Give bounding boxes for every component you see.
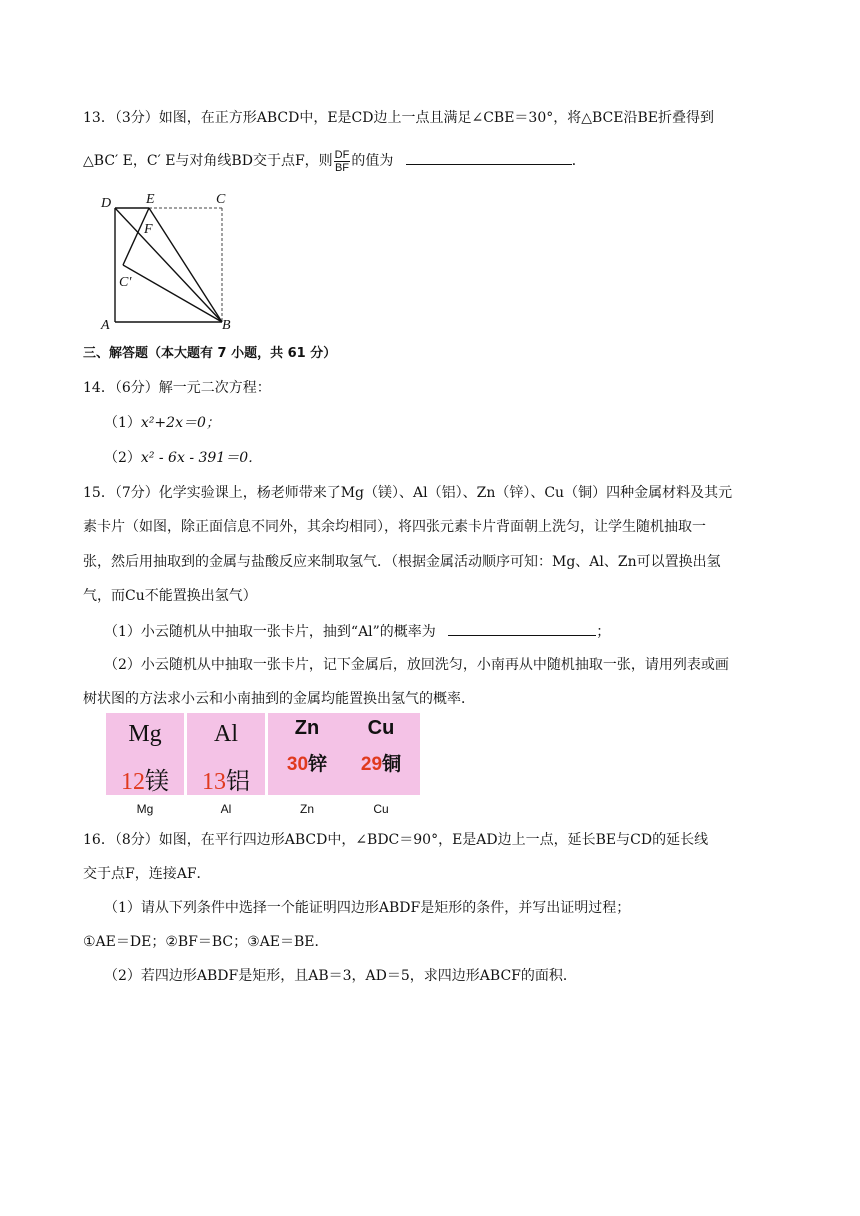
label-F: F [144, 222, 153, 237]
card-caption-zn: Zn [299, 802, 314, 816]
element-name: 铝 [226, 769, 250, 795]
q15-part1-text: （1）小云随机从中抽取一张卡片，抽到“Al”的概率为 [104, 624, 436, 640]
element-card-zn [268, 713, 346, 795]
section-heading: 三、解答题（本大题有 7 小题，共 61 分） [83, 346, 337, 361]
fraction-denominator: BF [334, 161, 350, 174]
q14-part2-equation: x² - 6x - 391＝0． [140, 450, 263, 466]
q15-part2-line1: （2）小云随机从中抽取一张卡片，记下金属后，放回洗匀，小南再从中随机抽取一张，请用列表或画 [104, 657, 729, 673]
q15-part1-end: ； [596, 624, 611, 640]
q16-options: ①AE＝DE；②BF＝BC；③AE＝BE． [83, 934, 329, 950]
label-D: D [101, 196, 112, 211]
card-symbol: Mg [128, 721, 162, 747]
q15-line4: 气，而Cu不能置换出氢气） [83, 588, 257, 604]
card-caption-mg: Mg [136, 802, 154, 816]
q16-part2: （2）若四边形ABDF是矩形，且AB＝3，AD＝5，求四边形ABCF的面积． [104, 968, 577, 984]
q15-line1: 15．（7分）化学实验课上，杨老师带来了Mg（镁）、Al（铝）、Zn（锌）、Cu（铜）四种金属材料及其元 [83, 485, 733, 501]
q13-line2-end: ． [571, 153, 586, 169]
q16-line1: 16．（8分）如图，在平行四边形ABCD中，∠BDC＝90°，E是AD边上一点，延长BE与CD的延长线 [83, 832, 709, 848]
atomic-number: 12 [121, 769, 145, 795]
q14-part2-prefix: （2） [104, 450, 141, 466]
q13-line2 [83, 147, 586, 175]
q13-line1: 13．（3分）如图，在正方形ABCD中，E是CD边上一点且满足∠CBE＝30°，将△BCE沿BE折叠得到 [83, 110, 714, 126]
q14-part1-equation: x²+2x＝0； [140, 415, 220, 431]
q14-stem: 14．（6分）解一元二次方程： [83, 380, 271, 396]
q14-part1 [104, 413, 220, 433]
element-card-mg [106, 713, 184, 795]
element-name: 铜 [382, 754, 402, 775]
q15-part1 [104, 621, 610, 642]
q15-part2-line2: 树状图的方法求小云和小南抽到的金属均能置换出氢气的概率． [83, 691, 475, 707]
label-A: A [101, 318, 110, 332]
atomic-number: 30 [286, 754, 309, 775]
q13-line2-post: 的值为 [351, 153, 394, 169]
q13-line2-pre: △BC′ E，C′ E与对角线BD交于点F，则 [83, 153, 333, 169]
fold-line-BE [149, 208, 222, 322]
ratio-fraction [334, 149, 351, 174]
label-E: E [146, 192, 155, 207]
element-name: 镁 [145, 769, 169, 795]
card-caption-al: Al [220, 802, 232, 816]
label-C: C [216, 192, 226, 207]
element-card-cu [342, 713, 420, 795]
card-symbol: Zn [294, 717, 320, 739]
q14-part1-prefix: （1） [104, 415, 141, 431]
label-B: B [222, 318, 231, 332]
edge-C-prime-B [123, 265, 222, 322]
card-number-line [187, 761, 265, 796]
square-fold-figure [92, 186, 242, 332]
element-card-al [187, 713, 265, 795]
answer-blank-q13[interactable] [406, 150, 572, 165]
card-number-line [342, 749, 420, 776]
card-number-line [106, 761, 184, 796]
q16-line2: 交于点F，连接AF． [83, 866, 211, 882]
card-symbol: Cu [367, 717, 395, 739]
answer-blank-q15[interactable] [448, 621, 596, 636]
card-number-line [268, 749, 346, 776]
q15-line2: 素卡片（如图，除正面信息不同外，其余均相同），将四张元素卡片背面朝上洗匀，让学生随机抽取一 [83, 519, 706, 535]
diagonal-BD [115, 208, 222, 322]
label-C-prime: C′ [119, 275, 132, 290]
card-caption-cu: Cu [373, 802, 389, 816]
atomic-number: 29 [360, 754, 383, 775]
q14-part2 [104, 448, 262, 468]
q16-part1: （1）请从下列条件中选择一个能证明四边形ABDF是矩形的条件，并写出证明过程； [104, 900, 631, 916]
fraction-numerator: DF [334, 148, 350, 161]
card-symbol: Al [214, 721, 238, 747]
element-name: 锌 [308, 754, 328, 775]
atomic-number: 13 [202, 769, 226, 795]
q15-line3: 张，然后用抽取到的金属与盐酸反应来制取氢气．（根据金属活动顺序可知：Mg、Al、Zn可以置换出氢 [83, 554, 721, 570]
